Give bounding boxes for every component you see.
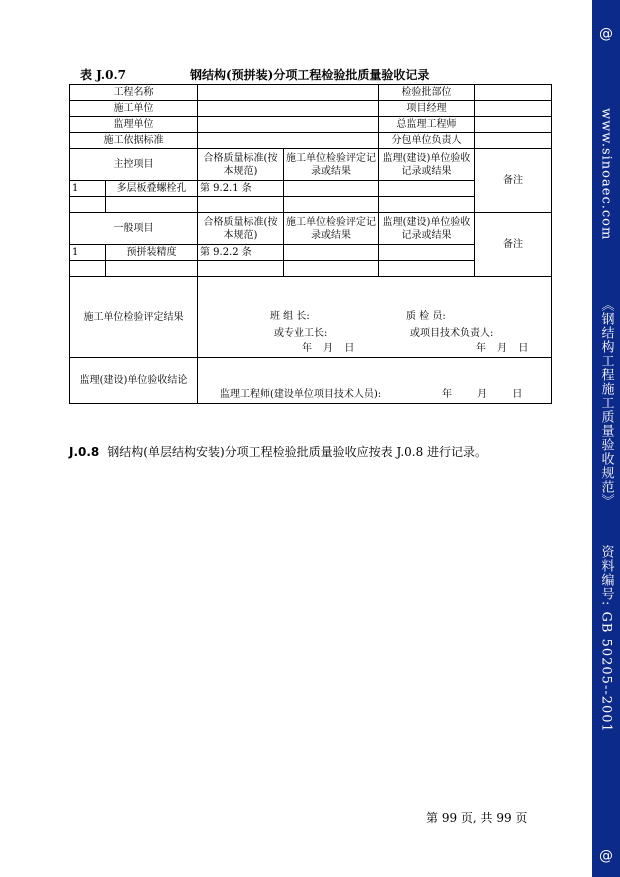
page-number: 第 99 页, 共 99 页	[426, 811, 528, 825]
supervisor-record-header: 监理(建设)单位验收记录或结果	[379, 213, 475, 245]
info-label: 施工单位	[70, 101, 198, 117]
supervisor-record-cell[interactable]	[379, 181, 475, 197]
empty-cell[interactable]	[379, 197, 475, 213]
info-right-label: 项目经理	[379, 101, 475, 117]
right-sidebar-banner	[592, 0, 620, 877]
empty-cell[interactable]	[198, 261, 284, 277]
table-title: 钢结构(预拼装)分项工程检验批质量验收记录	[190, 68, 430, 82]
item-name: 多层板叠螺栓孔	[106, 181, 198, 197]
tech-lead-label: 或项目技术负责人:	[410, 328, 494, 339]
supervisor-signature-area[interactable]	[198, 358, 552, 404]
row-number: 1	[70, 245, 106, 261]
info-value[interactable]	[198, 85, 379, 101]
empty-cell[interactable]	[284, 197, 379, 213]
empty-cell[interactable]	[70, 197, 106, 213]
info-value[interactable]	[198, 117, 379, 133]
remark-header: 备注	[475, 213, 552, 277]
info-right-value[interactable]	[475, 133, 552, 149]
general-items-label: 一般项目	[70, 213, 198, 245]
info-right-label: 总监理工程师	[379, 117, 475, 133]
standard-header: 合格质量标准(按本规范)	[198, 213, 284, 245]
general-items-header	[70, 213, 552, 245]
supervisor-record-header: 监理(建设)单位验收记录或结果	[379, 149, 475, 181]
main-items-label: 主控项目	[70, 149, 198, 181]
empty-cell[interactable]	[106, 197, 198, 213]
main-items-header	[70, 149, 552, 181]
info-value[interactable]	[198, 101, 379, 117]
empty-cell[interactable]	[284, 261, 379, 277]
standard-clause: 第 9.2.2 条	[198, 245, 284, 261]
contractor-record-cell[interactable]	[284, 181, 379, 197]
section-note	[69, 443, 569, 460]
standard-header: 合格质量标准(按本规范)	[198, 149, 284, 181]
at-symbol-top: @	[599, 26, 613, 42]
table-number: 表 J.0.7	[80, 68, 126, 82]
note-text: 钢结构(单层结构安装)分项工程检验批质量验收应按表 J.0.8 进行记录。	[107, 445, 488, 459]
website-url: www.sinoaec.com	[598, 108, 614, 241]
table-heading	[80, 66, 540, 82]
team-leader-label: 班 组 长:	[270, 311, 310, 322]
contractor-date-left: 年 月 日	[302, 343, 355, 354]
empty-cell[interactable]	[198, 197, 284, 213]
inspection-record-table	[69, 84, 552, 404]
empty-cell[interactable]	[106, 261, 198, 277]
info-right-value[interactable]	[475, 85, 552, 101]
info-label: 工程名称	[70, 85, 198, 101]
supervisor-conclusion-label: 监理(建设)单位验收结论	[70, 358, 198, 404]
empty-cell[interactable]	[70, 261, 106, 277]
supervisor-date: 年 月 日	[442, 389, 523, 400]
info-right-value[interactable]	[475, 117, 552, 133]
contractor-record-header: 施工单位检验评定记录或结果	[284, 213, 379, 245]
info-row	[70, 117, 552, 133]
contractor-conclusion-row	[70, 277, 552, 358]
contractor-record-cell[interactable]	[284, 245, 379, 261]
contractor-date-right: 年 月 日	[476, 343, 529, 354]
supervisor-conclusion-row	[70, 358, 552, 404]
inspector-label: 质 检 员:	[406, 311, 446, 322]
info-label: 施工依据标准	[70, 133, 198, 149]
standard-clause: 第 9.2.1 条	[198, 181, 284, 197]
note-number: J.0.8	[69, 445, 100, 459]
info-row	[70, 133, 552, 149]
document-number: 资料编号: GB 50205--2001	[598, 545, 614, 733]
foreman-label: 或专业工长:	[274, 328, 328, 339]
info-value[interactable]	[198, 133, 379, 149]
item-name: 预拼装精度	[106, 245, 198, 261]
contractor-record-header: 施工单位检验评定记录或结果	[284, 149, 379, 181]
info-right-value[interactable]	[475, 101, 552, 117]
empty-cell[interactable]	[379, 261, 475, 277]
info-label: 监理单位	[70, 117, 198, 133]
contractor-conclusion-label: 施工单位检验评定结果	[70, 277, 198, 358]
remark-header: 备注	[475, 149, 552, 213]
info-row	[70, 85, 552, 101]
info-right-label: 分包单位负责人	[379, 133, 475, 149]
info-row	[70, 101, 552, 117]
supervising-engineer-label: 监理工程师(建设单位项目技术人员):	[220, 389, 382, 400]
info-right-label: 检验批部位	[379, 85, 475, 101]
row-number: 1	[70, 181, 106, 197]
supervisor-record-cell[interactable]	[379, 245, 475, 261]
contractor-signature-area[interactable]	[198, 277, 552, 358]
at-symbol-bottom: @	[599, 848, 613, 864]
book-title: 《钢结构工程施工质量验收规范》	[598, 298, 614, 508]
